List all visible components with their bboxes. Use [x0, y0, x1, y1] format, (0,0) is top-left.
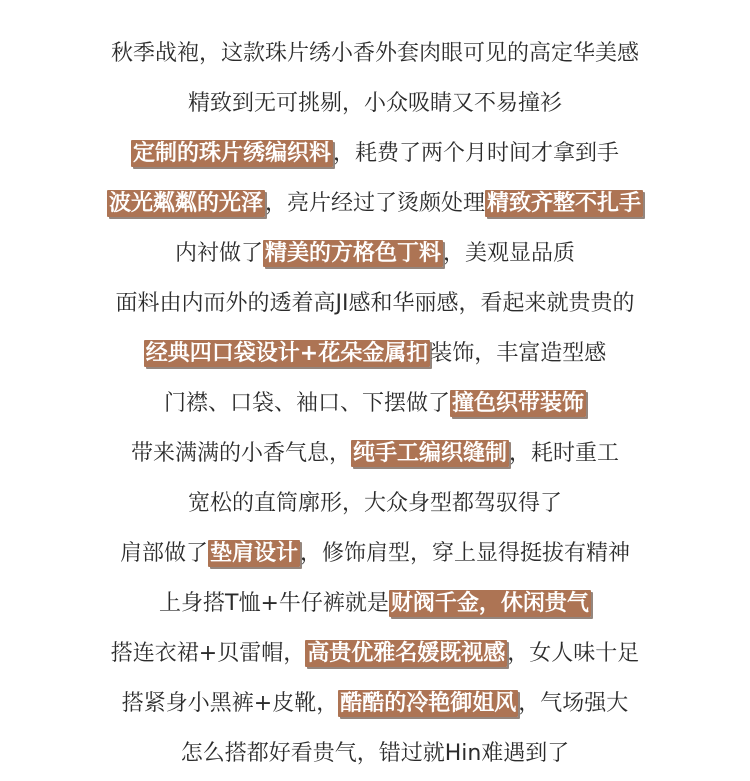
- highlight-phrase: 经典四口袋设计+花朵金属扣: [145, 341, 429, 366]
- text-line: [0, 338, 750, 370]
- text-segment: ，气场强大: [518, 691, 629, 716]
- highlight-phrase: 纯手工编织缝制: [352, 441, 507, 466]
- text-segment: ，耗费了两个月时间才拿到手: [333, 141, 620, 166]
- text-line: [0, 638, 750, 670]
- text-segment: 怎么搭都好看贵气，错过就Hin难遇到了: [180, 741, 570, 766]
- text-segment: 搭连衣裙+贝雷帽，: [110, 641, 306, 666]
- text-segment: 带来满满的小香气息，: [130, 441, 351, 466]
- highlight-phrase: 精致齐整不扎手: [487, 191, 642, 216]
- highlight-phrase: 定制的珠片绣编织料: [132, 141, 331, 166]
- highlight-phrase: 财阀千金，休闲贵气: [390, 591, 589, 616]
- text-segment: ，女人味十足: [507, 641, 640, 666]
- text-segment: 上身搭T恤+牛仔裤就是: [159, 591, 389, 616]
- text-segment: 装饰，丰富造型感: [430, 341, 607, 366]
- text-segment: 精致到无可挑剔，小众吸睛又不易撞衫: [187, 91, 562, 116]
- highlight-phrase: 垫肩设计: [209, 541, 298, 566]
- text-line: [0, 388, 750, 420]
- highlight-phrase: 波光粼粼的光泽: [108, 191, 263, 216]
- text-line: [0, 138, 750, 170]
- text-line: [0, 288, 750, 320]
- text-line: [0, 488, 750, 520]
- text-segment: 面料由内而外的透着高JI感和华丽感，看起来就贵贵的: [115, 291, 635, 316]
- text-segment: ，美观显品质: [443, 241, 576, 266]
- text-line: [0, 688, 750, 720]
- text-line: [0, 538, 750, 570]
- text-line: [0, 88, 750, 120]
- text-line: [0, 188, 750, 220]
- text-segment: 肩部做了: [119, 541, 208, 566]
- text-segment: 内衬做了: [174, 241, 263, 266]
- text-segment: 秋季战袍，这款珠片绣小香外套肉眼可见的高定华美感: [110, 41, 639, 66]
- highlight-phrase: 撞色织带装饰: [452, 391, 585, 416]
- text-line: [0, 238, 750, 270]
- text-segment: 门襟、口袋、袖口、下摆做了: [163, 391, 450, 416]
- text-line: [0, 438, 750, 470]
- text-segment: ，耗时重工: [509, 441, 620, 466]
- text-segment: ，亮片经过了烫颇处理: [264, 191, 485, 216]
- text-line: [0, 738, 750, 770]
- text-line: [0, 588, 750, 620]
- text-segment: ，修饰肩型，穿上显得挺拔有精神: [300, 541, 631, 566]
- highlight-phrase: 高贵优雅名媛既视感: [307, 641, 506, 666]
- text-line: [0, 38, 750, 70]
- text-segment: 搭紧身小黑裤+皮靴，: [121, 691, 339, 716]
- highlight-phrase: 酷酷的冷艳御姐风: [340, 691, 517, 716]
- highlight-phrase: 精美的方格色丁料: [264, 241, 441, 266]
- text-segment: 宽松的直筒廓形，大众身型都驾驭得了: [187, 491, 562, 516]
